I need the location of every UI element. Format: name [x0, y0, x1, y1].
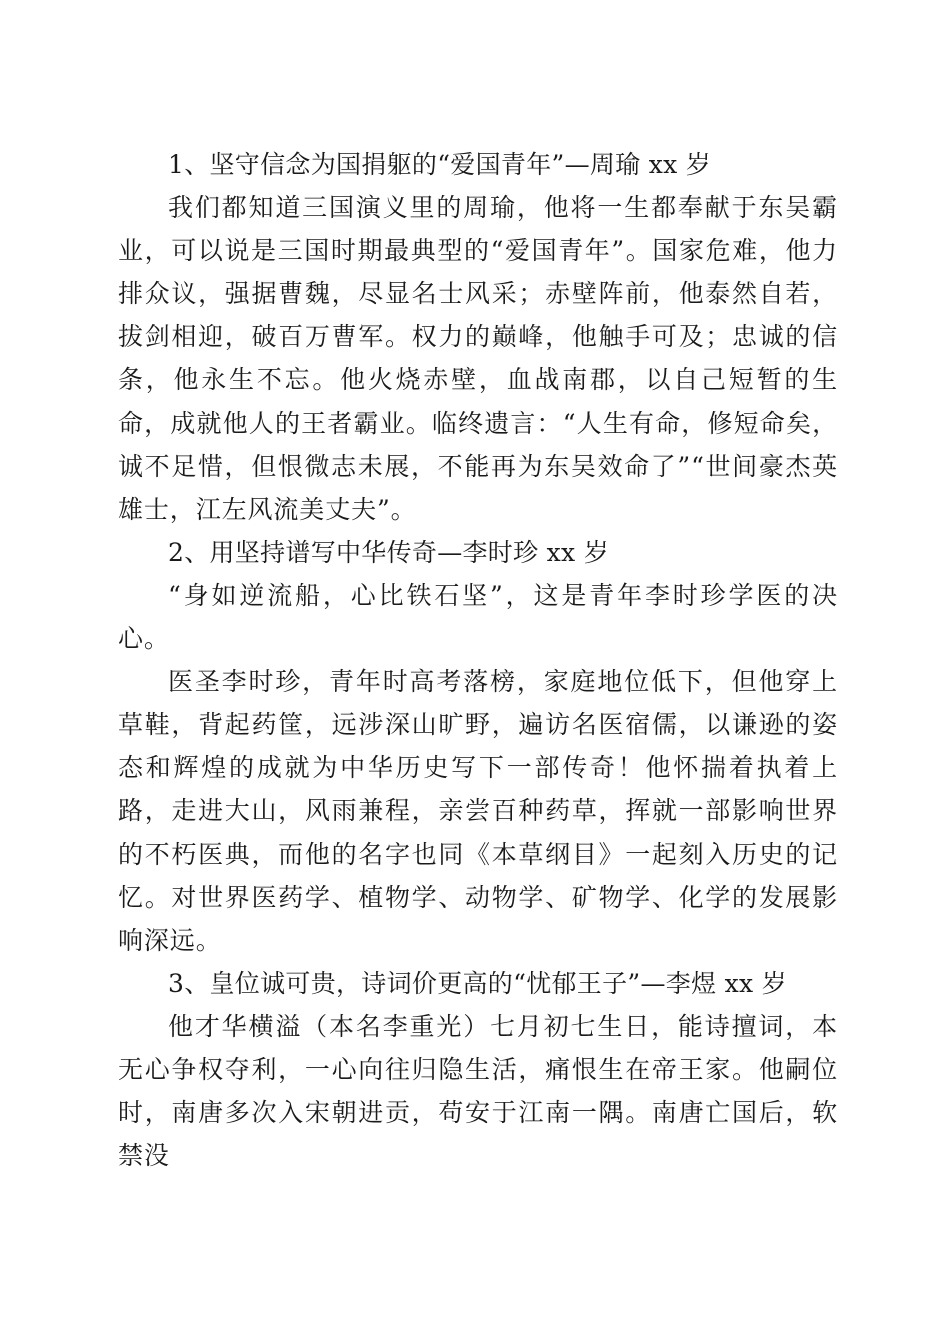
section-3-heading: 3、皇位诚可贵，诗词价更高的“忧郁王子”—李煜 xx 岁 [168, 968, 787, 998]
document-body [118, 143, 838, 1177]
section-2-paragraph-2: 医圣李时珍，青年时高考落榜，家庭地位低下，但他穿上草鞋，背起药筐，远涉深山旷野，遍访名医宿儒，以谦逊的姿态和辉煌的成就为中华历史写下一部传奇！他怀揣着执着上路，走进大山，风雨兼程，亲尝百种药草，挥就一部影响世界的不朽医典，而他的名字也同《本草纲目》一起刻入历史的记忆。对世界医药学、植物学、动物学、矿物学、化学的发展影响深远。 [118, 667, 838, 955]
section-1-heading: 1、坚守信念为国捐躯的“爱国青年”—周瑜 xx 岁 [168, 150, 712, 179]
section-1-paragraph-1: 我们都知道三国演义里的周瑜，他将一生都奉献于东吴霸业，可以说是三国时期最典型的“爱国青年”。国家危难，他力排众议，强据曹魏，尽显名士风采；赤壁阵前，他泰然自若，拔剑相迎，破百万曹军。权力的巅峰，他触手可及；忠诚的信条，他永生不忘。他火烧赤壁，血战南郡，以自己短暂的生命，成就他人的王者霸业。临终遗言：“人生有命，修短命矣，诚不足惜，但恨微志未展，不能再为东吴效命了”“世间豪杰英雄士，江左风流美丈夫”。 [118, 193, 838, 524]
section-2-paragraph-1: “身如逆流船，心比铁石坚”，这是青年李时珍学医的决心。 [118, 580, 838, 654]
section-2-heading: 2、用坚持谱写中华传奇—李时珍 xx 岁 [168, 537, 609, 567]
section-3-paragraph-1: 他才华横溢（本名李重光）七月初七生日，能诗擅词，本无心争权夺利，一心向往归隐生活，痛恨生在帝王家。他嗣位时，南唐多次入宋朝进贡，苟安于江南一隅。南唐亡国后，软禁没 [118, 1011, 838, 1171]
